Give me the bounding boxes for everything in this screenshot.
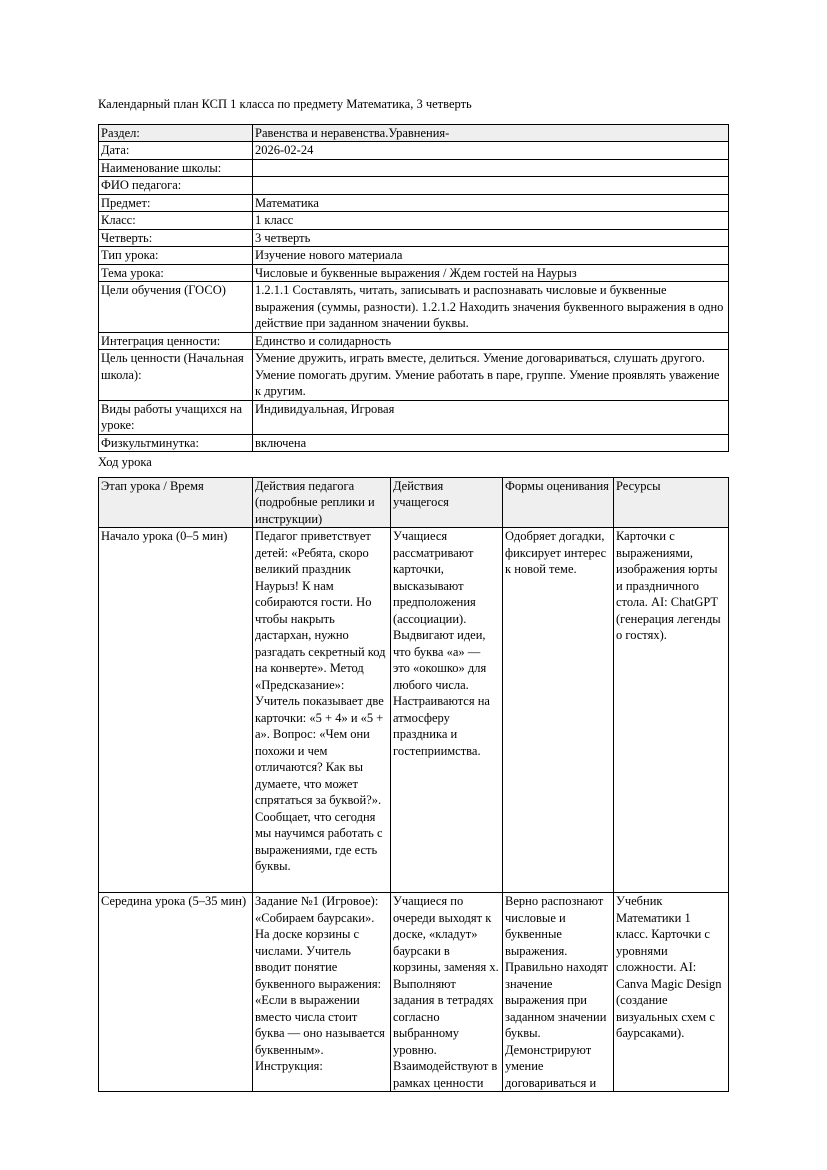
info-row (99, 212, 729, 230)
info-label: Класс: (99, 212, 253, 230)
info-label: Виды работы учащихся на уроке: (99, 400, 253, 434)
info-label: Дата: (99, 142, 253, 160)
info-row (99, 264, 729, 282)
document-title: Календарный план КСП 1 класса по предмету Математика, 3 четверть (98, 97, 472, 111)
stage-cell: Начало урока (0–5 мин) (99, 528, 253, 893)
info-row (99, 194, 729, 212)
document-content (98, 96, 728, 1092)
teacher-actions-cell: Педагог приветствует детей: «Ребята, скоро великий праздник Наурыз! К нам собираются гости. Но чтобы накрыть дастархан, нужно разгадать секретный код на конверте». Метод «Предсказание»: Учитель показывает две карточки: «5 + 4» и «5 + а». Вопрос: «Чем они похожи и чем отличаются? Как вы думаете, что может спрятаться за буквой?». Сообщает, что сегодня мы научимся работать с выражениями, где есть буквы. (253, 528, 391, 893)
info-row (99, 142, 729, 160)
lesson-flow-table (98, 477, 729, 1093)
info-row (99, 332, 729, 350)
column-header-stage: Этап урока / Время (99, 477, 253, 528)
info-value: Математика (253, 194, 729, 212)
assessment-cell: Одобряет догадки, фиксирует интерес к новой теме. (503, 528, 614, 893)
info-row (99, 177, 729, 195)
info-value: 1 класс (253, 212, 729, 230)
info-label: Раздел: (99, 124, 253, 142)
info-row (99, 229, 729, 247)
info-row (99, 247, 729, 265)
info-label: Тема урока: (99, 264, 253, 282)
info-value: Числовые и буквенные выражения / Ждем гостей на Наурыз (253, 264, 729, 282)
info-value: 1.2.1.1 Составлять, читать, записывать и распознавать числовые и буквенные выражения (суммы, разности). 1.2.1.2 Находить значения буквенного выражения в одно действие при заданном значении буквы. (253, 282, 729, 333)
info-value: Единство и солидарность (253, 332, 729, 350)
info-label: Четверть: (99, 229, 253, 247)
info-label: Цель ценности (Начальная школа): (99, 350, 253, 401)
info-row (99, 434, 729, 452)
teacher-actions-cell: Задание №1 (Игровое): «Собираем баурсаки». На доске корзины с числами. Учитель вводит понятие буквенного выражения: «Если в выражении вместо числа стоит буква — оно называется буквенным». Инструкция: (253, 893, 391, 1092)
info-value: 2026-02-24 (253, 142, 729, 160)
info-label: Цели обучения (ГОСО) (99, 282, 253, 333)
info-value: Индивидуальная, Игровая (253, 400, 729, 434)
info-label: Интеграция ценности: (99, 332, 253, 350)
info-row (99, 400, 729, 434)
info-label: Наименование школы: (99, 159, 253, 177)
lesson-stage-row (99, 893, 729, 1092)
info-label: Предмет: (99, 194, 253, 212)
info-value (253, 177, 729, 195)
column-header-assessment: Формы оценивания (503, 477, 614, 528)
student-actions-cell: Учащиеся по очереди выходят к доске, «кладут» баурсаки в корзины, заменяя х. Выполняют задания в тетрадях согласно выбранному уровню. Взаимодействуют в рамках ценности (391, 893, 503, 1092)
student-actions-cell: Учащиеся рассматривают карточки, высказывают предположения (ассоциации). Выдвигают идеи, что буква «а» — это «окошко» для любого числа. Настраиваются на атмосферу праздника и гостеприимства. (391, 528, 503, 893)
info-label: Тип урока: (99, 247, 253, 265)
info-row (99, 124, 729, 142)
info-label: ФИО педагога: (99, 177, 253, 195)
info-value: Умение дружить, играть вместе, делиться. Умение договариваться, слушать другого. Умение помогать другим. Умение работать в паре, группе. Умение проявлять уважение к другим. (253, 350, 729, 401)
column-header-student-actions: Действия учащегося (391, 477, 503, 528)
column-header-teacher-actions: Действия педагога (подробные реплики и инструкции) (253, 477, 391, 528)
section-heading: Ход урока (98, 455, 152, 469)
info-value: Изучение нового материала (253, 247, 729, 265)
info-value: 3 четверть (253, 229, 729, 247)
lesson-info-table (98, 124, 729, 453)
info-row (99, 350, 729, 401)
column-header-resources: Ресурсы (614, 477, 729, 528)
info-row (99, 159, 729, 177)
lesson-stage-row (99, 528, 729, 893)
info-label: Физкультминутка: (99, 434, 253, 452)
resources-cell: Учебник Математики 1 класс. Карточки с уровнями сложности. AI: Canva Magic Design (создание визуальных схем с баурсаками). (614, 893, 729, 1092)
lesson-table-header-row (99, 477, 729, 528)
resources-cell: Карточки с выражениями, изображения юрты и праздничного стола. AI: ChatGPT (генерация легенды о гостях). (614, 528, 729, 893)
stage-cell: Середина урока (5–35 мин) (99, 893, 253, 1092)
info-value: включена (253, 434, 729, 452)
assessment-cell: Верно распознают числовые и буквенные выражения. Правильно находят значение выражения при заданном значении буквы. Демонстрируют умение договариваться и (503, 893, 614, 1092)
info-value (253, 159, 729, 177)
info-row (99, 282, 729, 333)
info-value: Равенства и неравенства.Уравнения- (253, 124, 729, 142)
